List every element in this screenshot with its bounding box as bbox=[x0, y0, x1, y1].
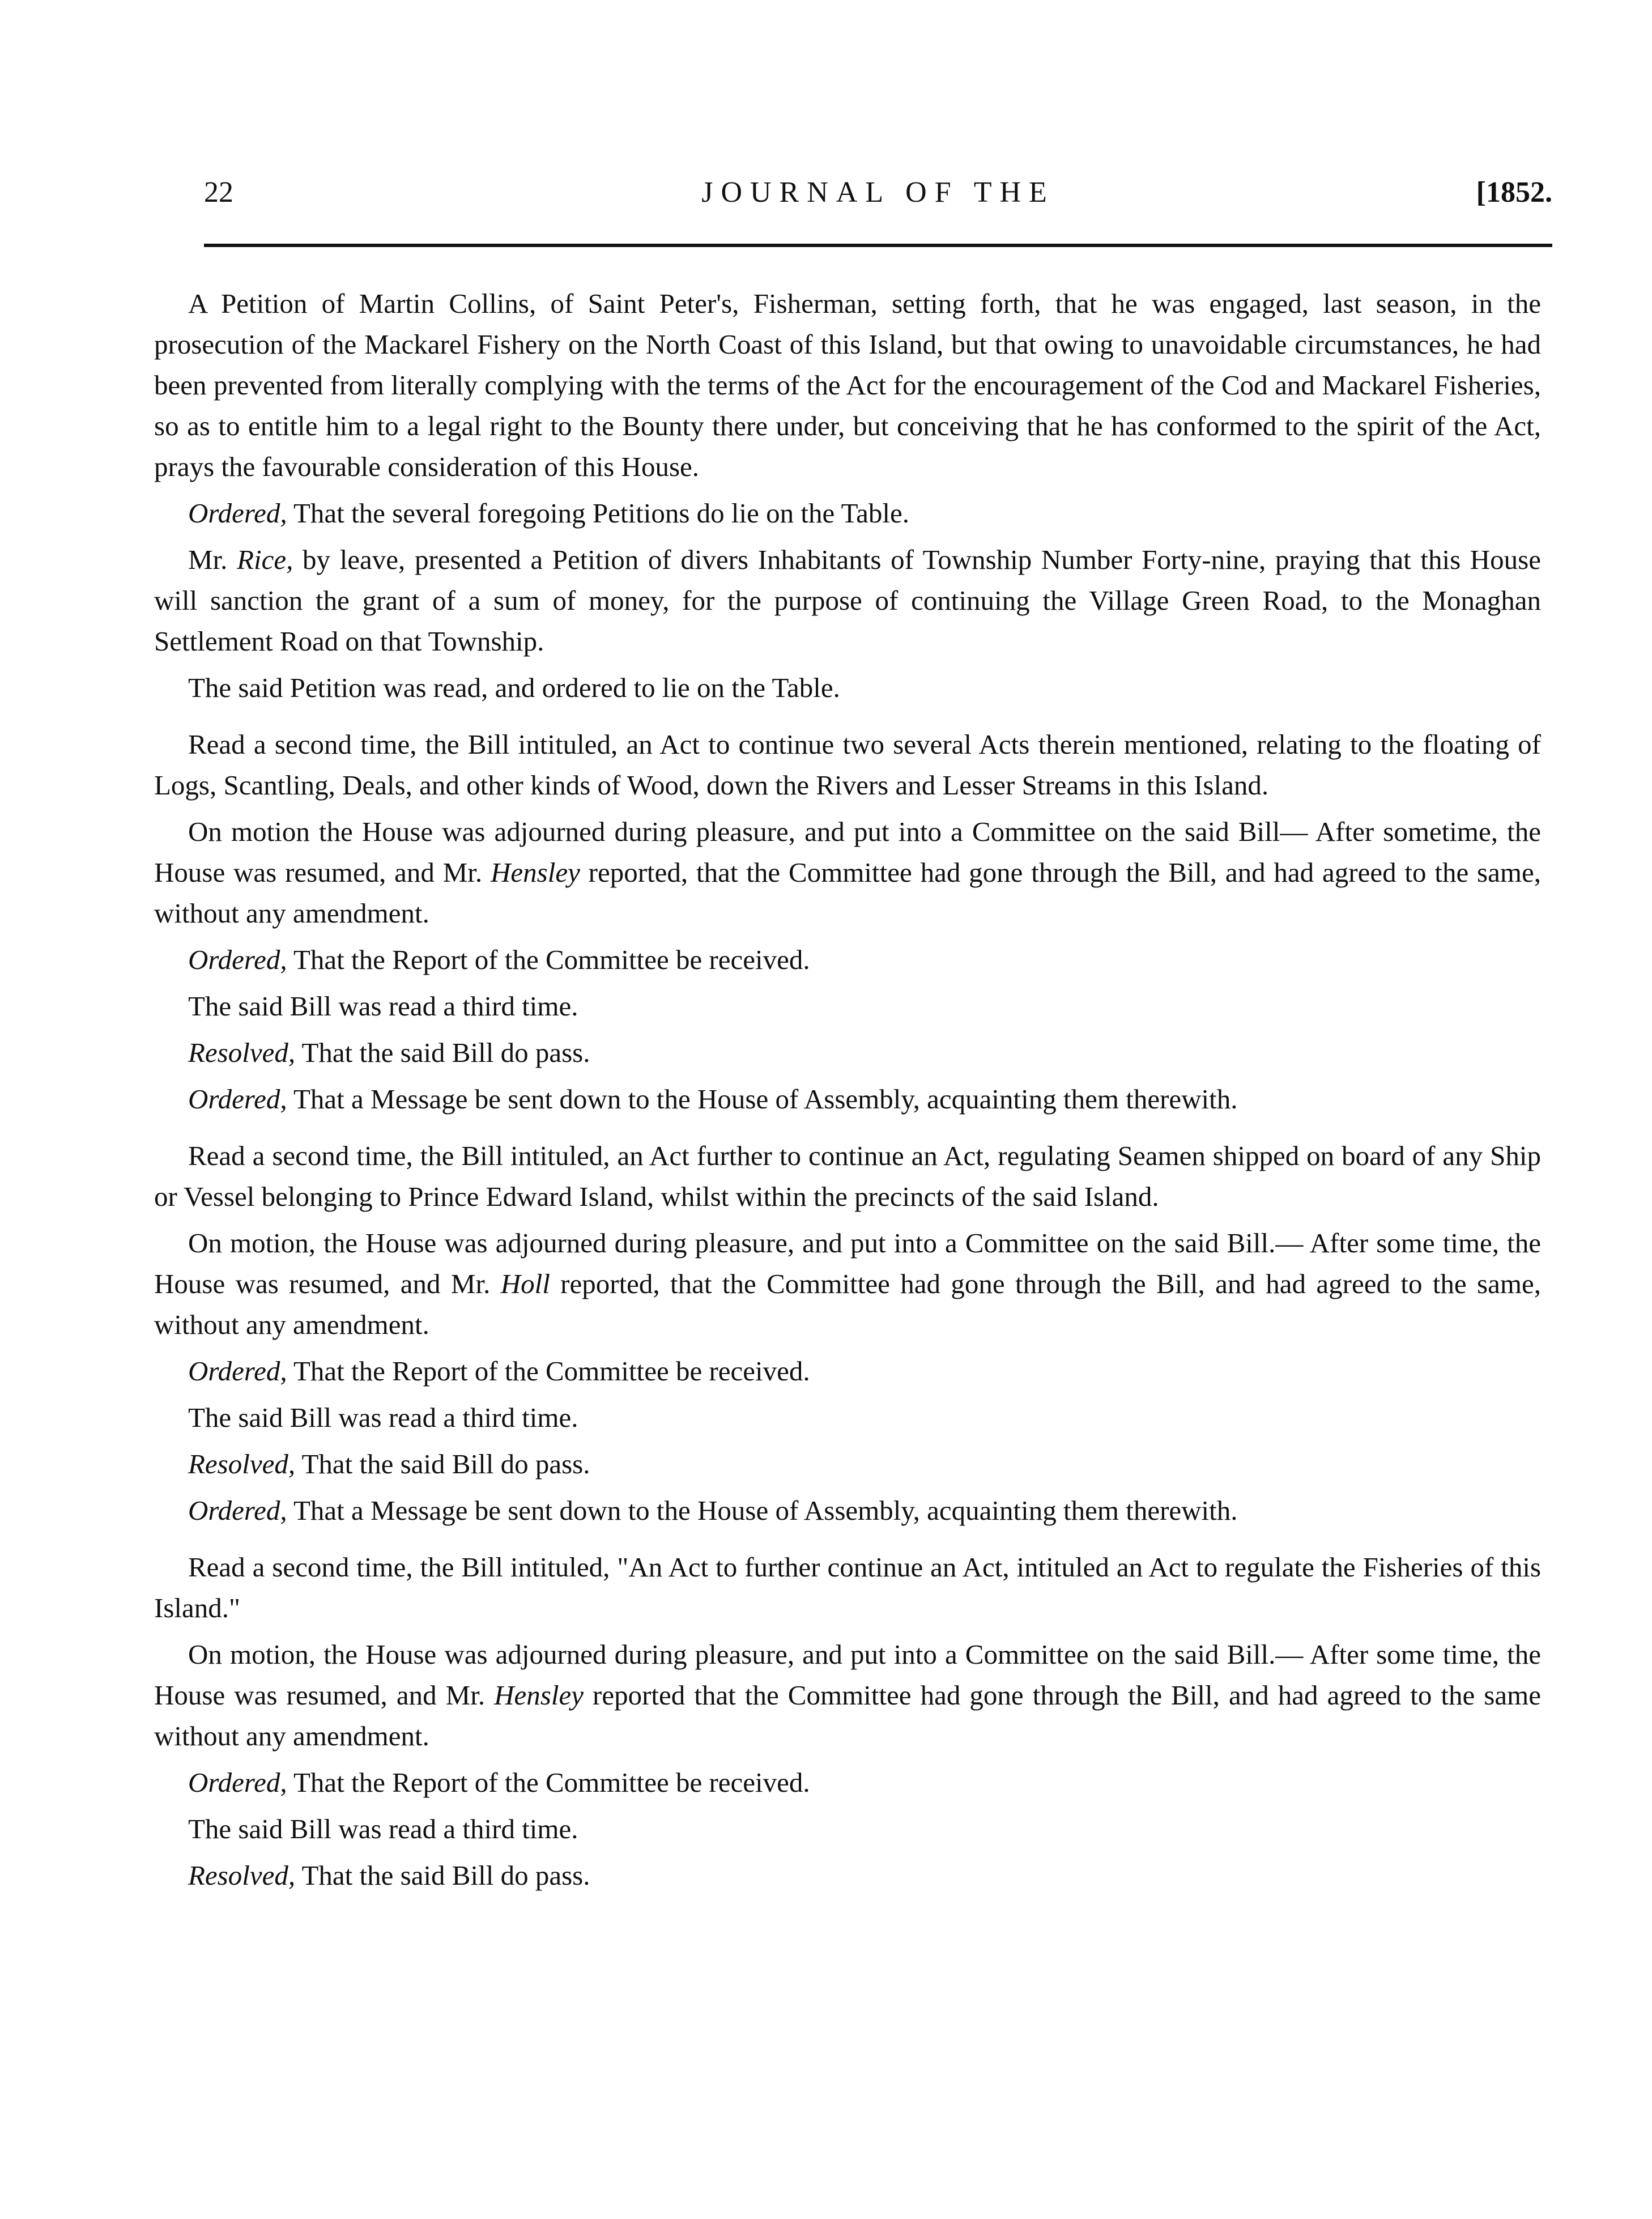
paragraph-text: That the several foregoing Petitions do lie on the Table. bbox=[287, 498, 910, 529]
paragraph bbox=[154, 1855, 1541, 1896]
header-rule bbox=[204, 244, 1552, 247]
header-year: [1852. bbox=[1476, 176, 1552, 209]
paragraph bbox=[154, 724, 1541, 806]
paragraph-text: That the said Bill do pass. bbox=[295, 1860, 590, 1891]
paragraph bbox=[154, 1136, 1541, 1217]
paragraph bbox=[154, 668, 1541, 708]
paragraph-text: That the Report of the Committee be received. bbox=[287, 944, 810, 975]
paragraph-pre: On motion, the House was adjourned during pleasure, and put into a Committee on the said Bill.— After some time, the House was resumed, and Mr. bbox=[154, 1227, 1541, 1299]
paragraph-text: Read a second time, the Bill intituled, an Act further to continue an Act, regulating Seamen shipped on board of any Ship or Vessel belonging to Prince Edward Island, whilst within the precincts of the said Island. bbox=[154, 1140, 1541, 1212]
paragraph bbox=[154, 1444, 1541, 1485]
journal-body bbox=[154, 283, 1541, 1902]
member-name: Hensley bbox=[491, 857, 580, 888]
paragraph bbox=[154, 1762, 1541, 1803]
paragraph-text: Read a second time, the Bill intituled, "An Act to further continue an Act, intituled an Act to regulate the Fisheries of this Island." bbox=[154, 1551, 1541, 1623]
paragraph bbox=[154, 986, 1541, 1027]
paragraph-text: That a Message be sent down to the House of Assembly, acquainting them therewith. bbox=[287, 1083, 1238, 1115]
paragraph bbox=[154, 1809, 1541, 1850]
paragraph bbox=[154, 811, 1541, 934]
paragraph bbox=[154, 1079, 1541, 1120]
paragraph-pre: On motion the House was adjourned during pleasure, and put into a Committee on the said Bill— After sometime, the House was resumed, and Mr. bbox=[154, 816, 1541, 888]
running-title: JOURNAL OF THE bbox=[701, 176, 1055, 209]
paragraph bbox=[154, 1032, 1541, 1073]
paragraph bbox=[154, 1397, 1541, 1438]
page-number: 22 bbox=[204, 176, 233, 209]
page-header bbox=[204, 176, 1552, 221]
paragraph-text: A Petition of Martin Collins, of Saint Peter's, Fisherman, setting forth, that he was engaged, last season, in the prosecution of the Mackarel Fishery on the North Coast of this Island, but that owing to unavoidable circumstances, he had been prevented from literally complying with the terms of the Act for the encouragement of the Cod and Mackarel Fisheries, so as to entitle him to a legal right to the Bounty there under, but conceiving that he has conformed to the spirit of the Act, prays the favourable consideration of this House. bbox=[154, 288, 1541, 482]
paragraph-text: That a Message be sent down to the House of Assembly, acquainting them therewith. bbox=[287, 1495, 1238, 1526]
paragraph bbox=[154, 1351, 1541, 1392]
paragraph-lead: Ordered, bbox=[188, 1355, 287, 1387]
paragraph bbox=[154, 493, 1541, 534]
paragraph-lead: Ordered, bbox=[188, 1083, 287, 1115]
paragraph bbox=[154, 940, 1541, 980]
paragraph-text: The said Petition was read, and ordered to lie on the Table. bbox=[188, 672, 840, 703]
paragraph-text: The said Bill was read a third time. bbox=[188, 991, 578, 1022]
paragraph-text: That the Report of the Committee be received. bbox=[287, 1355, 810, 1387]
paragraph-text: The said Bill was read a third time. bbox=[188, 1813, 578, 1844]
paragraph-pre: On motion, the House was adjourned during pleasure, and put into a Committee on the said Bill.— After some time, the House was resumed, and Mr. bbox=[154, 1639, 1541, 1711]
paragraph-text: That the said Bill do pass. bbox=[295, 1037, 590, 1068]
paragraph-pre: Mr. bbox=[188, 544, 237, 575]
paragraph-lead: Resolved, bbox=[188, 1037, 296, 1068]
paragraph-lead: Resolved, bbox=[188, 1448, 296, 1480]
paragraph bbox=[154, 539, 1541, 662]
paragraph-lead: Ordered, bbox=[188, 944, 287, 975]
paragraph-lead: Ordered, bbox=[188, 1495, 287, 1526]
paragraph bbox=[154, 1547, 1541, 1629]
paragraph-text: That the said Bill do pass. bbox=[295, 1448, 590, 1480]
member-name: Holl bbox=[500, 1268, 550, 1299]
paragraph bbox=[154, 1634, 1541, 1757]
paragraph-text: The said Bill was read a third time. bbox=[188, 1402, 578, 1433]
paragraph-text: reported that the Committee had gone through the Bill, and had agreed to the same without any amendment. bbox=[154, 1680, 1541, 1752]
paragraph-text: by leave, presented a Petition of divers Inhabitants of Township Number Forty-nine, praying that this House will sanction the grant of a sum of money, for the purpose of continuing the Village Green Road, to the Monaghan Settlement Road on that Township. bbox=[154, 544, 1541, 657]
paragraph-lead: Ordered, bbox=[188, 498, 287, 529]
paragraph-lead: Ordered, bbox=[188, 1767, 287, 1798]
paragraph bbox=[154, 283, 1541, 487]
member-name: Hensley bbox=[494, 1680, 584, 1711]
paragraph bbox=[154, 1223, 1541, 1345]
paragraph-text: reported, that the Committee had gone through the Bill, and had agreed to the same, without any amendment. bbox=[154, 1268, 1541, 1340]
paragraph bbox=[154, 1490, 1541, 1531]
paragraph-text: reported, that the Committee had gone through the Bill, and had agreed to the same, without any amendment. bbox=[154, 857, 1541, 929]
paragraph-lead: Resolved, bbox=[188, 1860, 296, 1891]
member-name: Rice, bbox=[237, 544, 293, 575]
paragraph-text: That the Report of the Committee be received. bbox=[287, 1767, 810, 1798]
paragraph-text: Read a second time, the Bill intituled, an Act to continue two several Acts therein mentioned, relating to the floating of Logs, Scantling, Deals, and other kinds of Wood, down the Rivers and Lesser Streams in this Island. bbox=[154, 729, 1541, 801]
